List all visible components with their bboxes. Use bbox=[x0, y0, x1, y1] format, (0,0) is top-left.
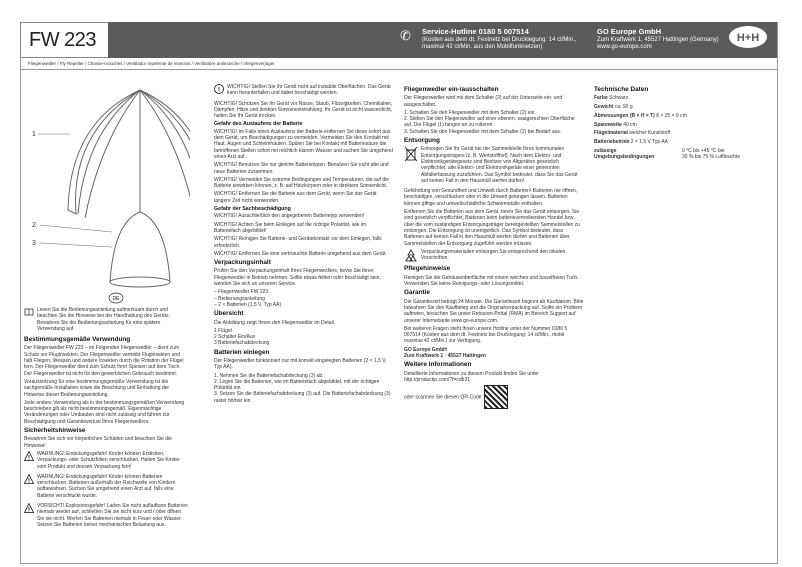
spec-label: Gewicht bbox=[594, 104, 614, 111]
disposal-4: Verpackungsmaterialien entsorgen Sie entsprechend den lokalen Vorschriften. bbox=[421, 248, 566, 262]
title-box bbox=[20, 22, 108, 58]
heading-warranty: Garantie bbox=[404, 289, 430, 297]
qr-code[interactable] bbox=[484, 385, 508, 409]
svg-text:!: ! bbox=[28, 507, 30, 514]
callout-1: 1 bbox=[32, 131, 36, 138]
info-1: Detaillierte Informationen zu diesem Produkt finden Sie unter http://productip.com/?f=cdb31 bbox=[404, 370, 539, 383]
overview-intro: Die Abbildung zeigt Ihnen den Fliegenwedler im Detail. bbox=[214, 319, 336, 326]
brand-logo bbox=[728, 25, 768, 51]
onoff-step-3: 3. Schalten Sie den Fliegenwedler mit dem Schalter (2) bei Bedarf aus. bbox=[404, 128, 562, 135]
crossed-bin-icon bbox=[404, 146, 418, 162]
warning-icon bbox=[24, 451, 34, 461]
battery-3: WICHTIG! Vermeiden Sie extreme Bedingungen und Temperaturen, die auf die Batterie einwirken können, z. B. auf Heizkörpern oder in direktem Sonnenlicht. bbox=[214, 176, 390, 190]
insert-step-3: 3. Setzen Sie die Batteriefachabdeckung (3) auf. Die Batteriefachabdeckung (3) rastet hörbar ein. bbox=[214, 391, 391, 404]
heading-tech: Technische Daten bbox=[594, 86, 649, 93]
overview-item-3: 3 Batteriefachabdeckung bbox=[214, 340, 270, 347]
subtitle: Fliegenwedler / Fly Repeller / Chasse-mouches / Ventilador repelente de insectos / Ventilatore antimosche / Vliegenverjager bbox=[28, 61, 275, 66]
spec-row-conditions bbox=[594, 148, 754, 161]
insert-step-2: 2. Legen Sie die Batterien, wie im Batteriefach abgebildet, mit der richtigen Polarität ein. bbox=[214, 378, 380, 392]
important-icon bbox=[214, 84, 224, 94]
disposal-1: Entsorgen Sie Ihr Gerät bei der Sammelstelle Ihres kommunalen Entsorgungsträgers (z. B. Wertstoffhof). Nach dem Elektro- und Elektronikgerätegesetz sind Besitzer von Altgeräten gesetzlich verpflichtet, alte Elektro- und Elektronikgeräte einer getrennten Abfallerfassung zuzuführen. Das Symbol bedeutet, dass Sie das Gerät auf keinen Fall in den Hausmüll werfen dürfen! bbox=[421, 146, 578, 184]
onoff-step-2: 2. Stellen Sie den Fliegenwedler auf einer ebenen, waagerechten Oberfläche auf. Die Flügel (1) fangen an zu rotieren. bbox=[404, 116, 575, 129]
hotline-block bbox=[422, 28, 576, 51]
spec-label: Flügelmaterial bbox=[594, 130, 628, 137]
cond-val2: 30 % bis 75 % Luftfeuchte bbox=[682, 154, 741, 161]
page-title: FW 223 bbox=[29, 29, 97, 51]
company-title: GO Europe GmbH bbox=[597, 27, 662, 36]
disposal-block bbox=[404, 146, 584, 186]
spec-label: Spannweite bbox=[594, 121, 622, 128]
damage-2: WICHTIG! Achten Sie beim Einlegen auf die richtige Polarität, wie im Batteriefach abgebildet! bbox=[214, 221, 367, 234]
info-2: oder scannen Sie diesen QR-Code: bbox=[404, 394, 483, 401]
heading-damage: Gefahr der Sachbeschädigung bbox=[214, 206, 291, 213]
heading-use: Bestimmungsgemäße Verwendung bbox=[24, 336, 131, 344]
insert-step-1: 1. Nehmen Sie die Batteriefachabdeckung (3) ab. bbox=[214, 372, 324, 379]
warning-2-text: WARNUNG! Erstickungsgefahr! Kinder können Batterien verschlucken. Batterien außerhalb der Reichweite von Kindern aufbewahren. Suchen Sie umgehend einen Arzt auf, falls eine Batterie verschluckt wurde. bbox=[37, 473, 176, 499]
use-p2: Voraussetzung für eine bestimmungsgemäße Verwendung ist die sachgemäße Installation sowie die Beachtung und Einhaltung der Hinweise dieser Bedienungsanleitung. bbox=[24, 378, 170, 398]
address-line1: GO Europe GmbH bbox=[404, 346, 447, 353]
heading-care: Pflegehinweise bbox=[404, 265, 451, 273]
warranty-2: Bei weiteren Fragen steht Ihnen unsere Hotline unter der Nummer 0180 5 007514 (Kosten aus dem dt. Festnetz bei Drucklegung: 14 ct/Min., mobil maximal 42 ct/Min.) zur Verfügung. bbox=[404, 325, 568, 345]
onoff-step-1: 1. Schalten Sie den Fliegenwedler mit dem Schalter (2) ein. bbox=[404, 109, 536, 116]
safety-intro: Bewahren Sie sich vor körperlichen Schäden und beachten Sie die Hinweise! bbox=[24, 436, 172, 449]
heading-battery-leak: Gefahr des Auslaufens der Batterie bbox=[214, 121, 303, 128]
callout-3: 3 bbox=[32, 240, 36, 247]
battery-4: WICHTIG! Entfernen Sie die Batterie aus dem Gerät, wenn Sie das Gerät längere Zeit nicht verwenden. bbox=[214, 191, 377, 204]
column-4 bbox=[594, 84, 754, 161]
spec-value: 40 cm bbox=[623, 121, 637, 128]
damage-3: WICHTIG! Reinigen Sie Batterie- und Gerätekontakt vor dem Einlegen, falls erforderlich. bbox=[214, 236, 382, 249]
care-text: Reinigen Sie die Gehäuseoberfläche mit einem weichen und fusselfreien Tuch. Verwenden Sie keine Reinigungs- oder Lösungsmittel. bbox=[404, 274, 579, 288]
warning-1 bbox=[24, 451, 188, 472]
spec-value: 2 × 1,5 V Typ AA bbox=[630, 139, 668, 146]
address-line2: Zum Kraftwerk 1 · 45527 Hattingen bbox=[404, 352, 486, 359]
company-block bbox=[597, 28, 719, 51]
cond-label1: zulässige bbox=[594, 148, 617, 155]
cond-val1: 0 °C bis +45 °C bei bbox=[682, 148, 725, 155]
important-1 bbox=[214, 84, 394, 99]
warning-3 bbox=[24, 503, 188, 530]
divider bbox=[20, 69, 777, 70]
spec-label: Batteriebetrieb bbox=[594, 139, 630, 146]
heading-info: Weitere Informationen bbox=[404, 361, 472, 369]
svg-text:!: ! bbox=[28, 455, 30, 461]
heading-overview: Übersicht bbox=[214, 310, 244, 318]
company-line1: Zum Kraftwerk 1, 45527 Hattingen (Germany) bbox=[597, 37, 719, 43]
battery-1: WICHTIG! Im Falle eines Auslaufens der Batterie entfernen Sie diese sofort aus dem Gerät, um Beschädigungen zu vermeiden. Vermeiden Sie den Kontakt mit Haut, Augen und Schleimhäuten. Spülen Sie bei Kontakt mit Batteriesäure die betroffenen Stellen sofort mit reichlich klarem Wasser und suchen Sie umgehend einen Arzt auf. bbox=[214, 128, 393, 160]
column-2 bbox=[214, 84, 394, 406]
important-2-text: WICHTIG! Schützen Sie Ihr Gerät vor Nässe, Staub, Flüssigkeiten, Chemikalien, Dämpfen, Hitze und direkter Sonneneinstrahlung. Ihr Gerät ist nicht wasserdicht, halten Sie Ihr Gerät trocken. bbox=[214, 100, 393, 120]
phone-icon: ✆ bbox=[400, 28, 411, 43]
spec-value: ca. 90 g bbox=[614, 104, 633, 111]
hotline-title: Service-Hotline 0180 5 007514 bbox=[422, 27, 529, 36]
warning-3-text: VORSICHT! Explosionsgefahr! Laden Sie nicht aufladbare Batterien niemals wieder auf, schließen Sie sie nicht kurz und / oder öffnen Sie sie nicht. Werfen Sie Batterien niemals in Feuer oder Wasser. Setzen Sie Batterien keiner mechanischen Belastung aus. bbox=[37, 503, 188, 528]
recycle-icon bbox=[404, 249, 418, 263]
insert-intro: Der Fliegenwedler funktioniert nur mit korrekt eingelegten Batterien (2 × 1,5 V, Typ AA). bbox=[214, 357, 387, 371]
warning-icon bbox=[24, 503, 34, 513]
spec-label: Abmessungen (B × H × T) bbox=[594, 112, 655, 119]
damage-4: WICHTIG! Entfernen Sie eine verbrauchte Batterie umgehend aus dem Gerät. bbox=[214, 250, 387, 257]
spec-row bbox=[594, 113, 754, 119]
onoff-intro: Der Fliegenwedler wird mit dem Schalter (2) auf der Unterseite ein- und ausgeschaltet. bbox=[404, 95, 563, 108]
spec-row bbox=[594, 130, 754, 136]
heading-insert: Batterien einlegen bbox=[214, 348, 270, 356]
heading-disposal: Entsorgung bbox=[404, 137, 440, 145]
logo-text: H+H bbox=[736, 32, 760, 44]
spec-label: Farbe bbox=[594, 95, 608, 102]
cond-label2: Umgebungsbedingungen bbox=[594, 154, 655, 161]
spec-value: weicher Kunststoff bbox=[629, 130, 671, 137]
svg-text:!: ! bbox=[28, 478, 30, 484]
package-intro: Prüfen Sie den Verpackungsinhalt Ihres Fliegenwedlers, bevor Sie Ihren Fliegenwedler in Betrieb nehmen. Sollte etwas fehlen oder beschädigt sein, wenden Sie sich an unseren Service. bbox=[214, 268, 381, 288]
product-diagram bbox=[30, 82, 190, 302]
intro-text: Lesen Sie die Bedienungsanleitung aufmerksam durch und beachten Sie die Hinweise bei der Handhabung des Geräts. Bewahren Sie die Bedienungsanleitung für eine spätere Verwendung auf. bbox=[37, 307, 170, 332]
spec-row bbox=[594, 95, 754, 101]
disposal-2: Gefährdung von Gesundheit und Umwelt durch Batterien! Batterien nie öffnen, beschädigen, verschlucken oder in die Umwelt gelangen lassen. Batterien können giftige und umweltschädliche Schwermetalle enthalten. bbox=[404, 188, 578, 207]
recycle-block bbox=[404, 249, 584, 264]
package-item-1: – Fliegenwedler FW 223 bbox=[214, 289, 269, 296]
heading-onoff: Fliegenwedler ein-/ausschalten bbox=[404, 86, 499, 93]
info-row bbox=[404, 385, 584, 409]
intro-block bbox=[24, 307, 188, 334]
important-1-text: WICHTIG! Stellen Sie Ihr Gerät nicht auf instabile Oberflächen. Das Gerät kann herunterfallen und dabei beschädigt werden. bbox=[227, 84, 391, 97]
heading-safety: Sicherheitshinweise bbox=[24, 427, 86, 435]
callout-2: 2 bbox=[32, 222, 36, 229]
hotline-line2: maximal 42 ct/Min. aus den Mobilfunknetzen) bbox=[422, 44, 543, 50]
spec-value: 8 × 25 × 8 cm bbox=[656, 112, 687, 119]
warning-2 bbox=[24, 474, 188, 501]
column-1 bbox=[24, 307, 188, 532]
svg-text:!: ! bbox=[218, 87, 220, 94]
de-badge bbox=[108, 292, 124, 304]
de-badge-label: DE bbox=[112, 296, 120, 302]
use-p3: Jede andere Verwendung als in der bestimmungsgemäßen Verwendung beschrieben gilt als nicht bestimmungsgemäß. Eigenmächtige Veränderungen oder Umbauten sind nicht zulässig und führen zur Beschädigung und Garantieverlust Ihres Fliegenwedlers. bbox=[24, 399, 185, 425]
warning-1-text: WARNUNG! Erstickungsgefahr! Kinder können Ersticken, Verpackungs- oder Schutzfolien verschlucken. Halten Sie Kinder vom Produkt und dessen Verpackung fern! bbox=[37, 450, 180, 470]
use-p1: Der Fliegenwedler FW 223 – im Folgenden Fliegenwedler – dient zum Schutz vor Flugínsekten. Der Fliegenwedler vertreibt Fluginsekten und hält Fliegen, Wespen und andere Insekten durch die Rotation der Flügel fern. Der Fliegenwedler dient zum Schutz Ihrer Speisen auf dem Tisch. Der Fliegenwedler ist nicht für den gewerblichen Gebrauch bestimmt. bbox=[24, 345, 184, 377]
package-item-2: – Bedienungsanleitung bbox=[214, 295, 265, 302]
spec-table bbox=[594, 95, 754, 145]
column-3 bbox=[404, 84, 584, 411]
heading-package: Verpackungsinhalt bbox=[214, 259, 271, 267]
package-item-3: – 2 × Batterien (1,5 V, Typ AA) bbox=[214, 301, 282, 308]
spec-row bbox=[594, 122, 754, 128]
warranty-1: Die Garantiezeit beträgt 24 Monate. Die Garantiezeit beginnt ab Kaufdatum. Bitte bewahren Sie den Kaufbeleg und die Originalverpackung auf. Sollte ein Problem auftreten, besuchen Sie unser Retouren-Portal (RMA) im Bereich Support auf unserer Internetseite www.go-europe.com. bbox=[404, 298, 584, 324]
disposal-3: Entfernen Sie die Batterien aus dem Gerät, bevor Sie das Gerät entsorgen. Sie sind gesetzlich verpflichtet, Batterien beim batterievertreibenden Handel bzw. über die vom zuständigen Entsorgungsträger bereitgestellten Sammelstellen zu entsorgen. Die Entsorgung ist unentgeltlich. Das Symbol bedeutet, dass Batterien auf keinen Fall in den Hausmüll werfen dürfen und Batterien über Sammelstellen der Entsorgung zugeführt werden müssen. bbox=[404, 209, 580, 247]
spec-row bbox=[594, 104, 754, 110]
spec-row bbox=[594, 139, 754, 145]
spec-value: Schwarz bbox=[609, 95, 629, 102]
overview-item-2: 2 Schalter Ein/Aus bbox=[214, 334, 256, 341]
company-line2: www.go-europe.com bbox=[597, 44, 652, 50]
warning-icon bbox=[24, 474, 34, 484]
hotline-line1: (Kosten aus dem dt. Festnetz bei Drucklegung: 14 ct/Min., bbox=[422, 37, 577, 43]
damage-1: WICHTIG! Ausschließlich den angegebenen Batterietyp verwenden! bbox=[214, 213, 365, 220]
battery-2: WICHTIG! Benutzen Sie nur gleiche Batterietypen. Benutzen Sie nicht alte und neue Batterien zusammen. bbox=[214, 162, 389, 175]
overview-item-1: 1 Flügel bbox=[214, 327, 232, 334]
book-icon bbox=[24, 307, 34, 317]
